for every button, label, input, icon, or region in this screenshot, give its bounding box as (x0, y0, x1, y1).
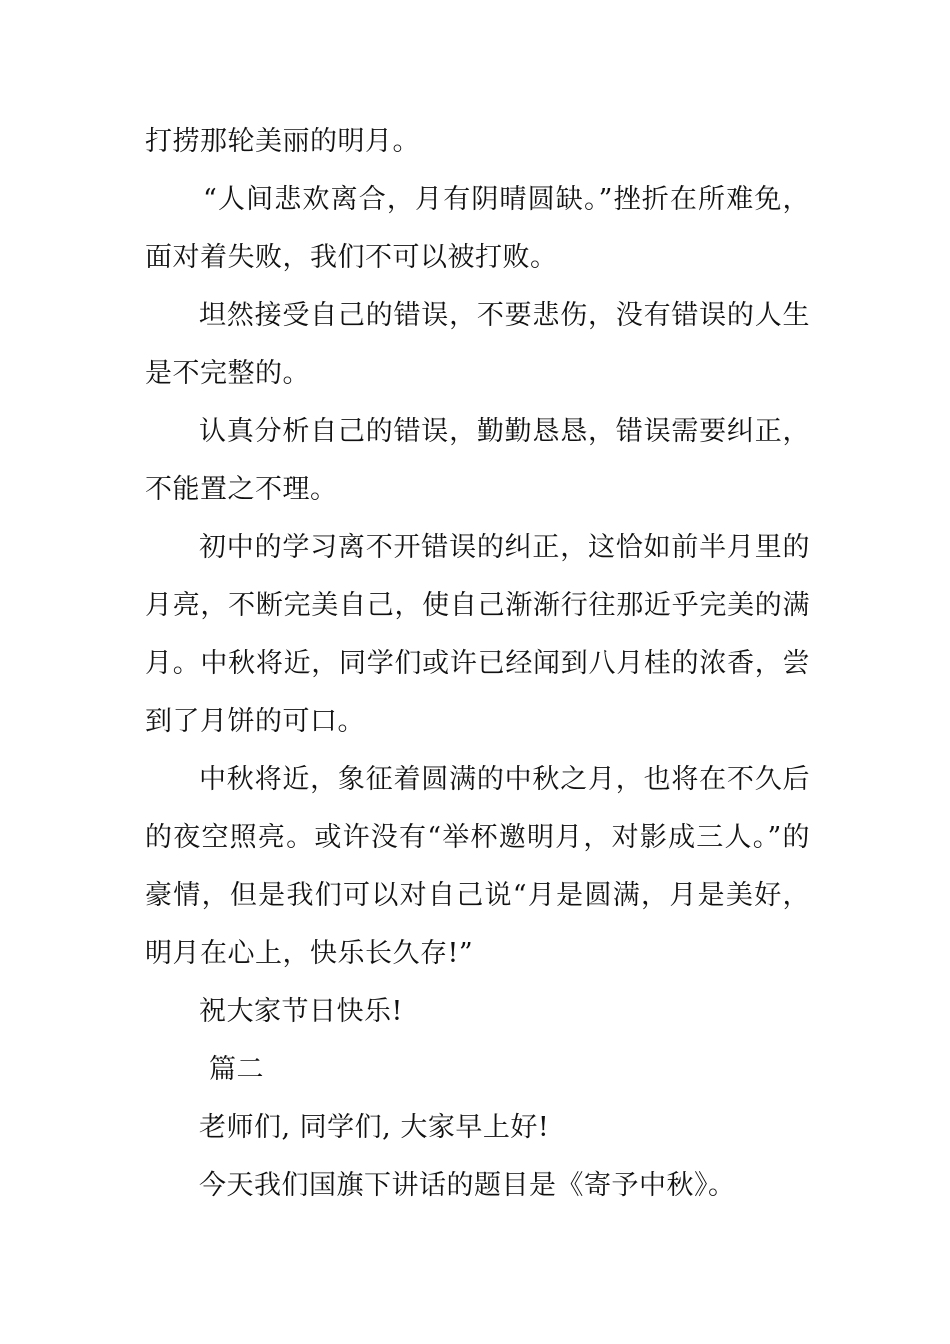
paragraph-1: 打捞那轮美丽的明月。 (145, 126, 420, 157)
greeting: 老师们, 同学们, 大家早上好! (199, 1112, 550, 1143)
paragraph-5: 初中的学习离不开错误的纠正，这恰如前半月里的月亮，不断完美自己，使自己渐渐行往那近乎完美的满月。中秋将近，同学们或许已经闻到八月桂的浓香，尝到了月饼的可口。 (145, 532, 810, 737)
section-heading: 篇二 (209, 1054, 264, 1085)
paragraph-6: 中秋将近，象征着圆满的中秋之月，也将在不久后的夜空照亮。或许没有“举杯邀明月，对影成三人。”的豪情，但是我们可以对自己说“月是圆满，月是美好，明月在心上，快乐长久存!” (145, 764, 810, 969)
paragraph-3: 坦然接受自己的错误，不要悲伤，没有错误的人生是不完整的。 (145, 300, 810, 389)
speech-topic: 今天我们国旗下讲话的题目是《寄予中秋》。 (199, 1170, 736, 1201)
paragraph-2: “人间悲欢离合，月有阴晴圆缺。”挫折在所难免，面对着失败，我们不可以被打败。 (145, 184, 810, 273)
document-body (145, 113, 810, 1215)
closing-wish: 祝大家节日快乐! (199, 996, 403, 1027)
paragraph-4: 认真分析自己的错误，勤勤恳恳，错误需要纠正，不能置之不理。 (145, 416, 810, 505)
